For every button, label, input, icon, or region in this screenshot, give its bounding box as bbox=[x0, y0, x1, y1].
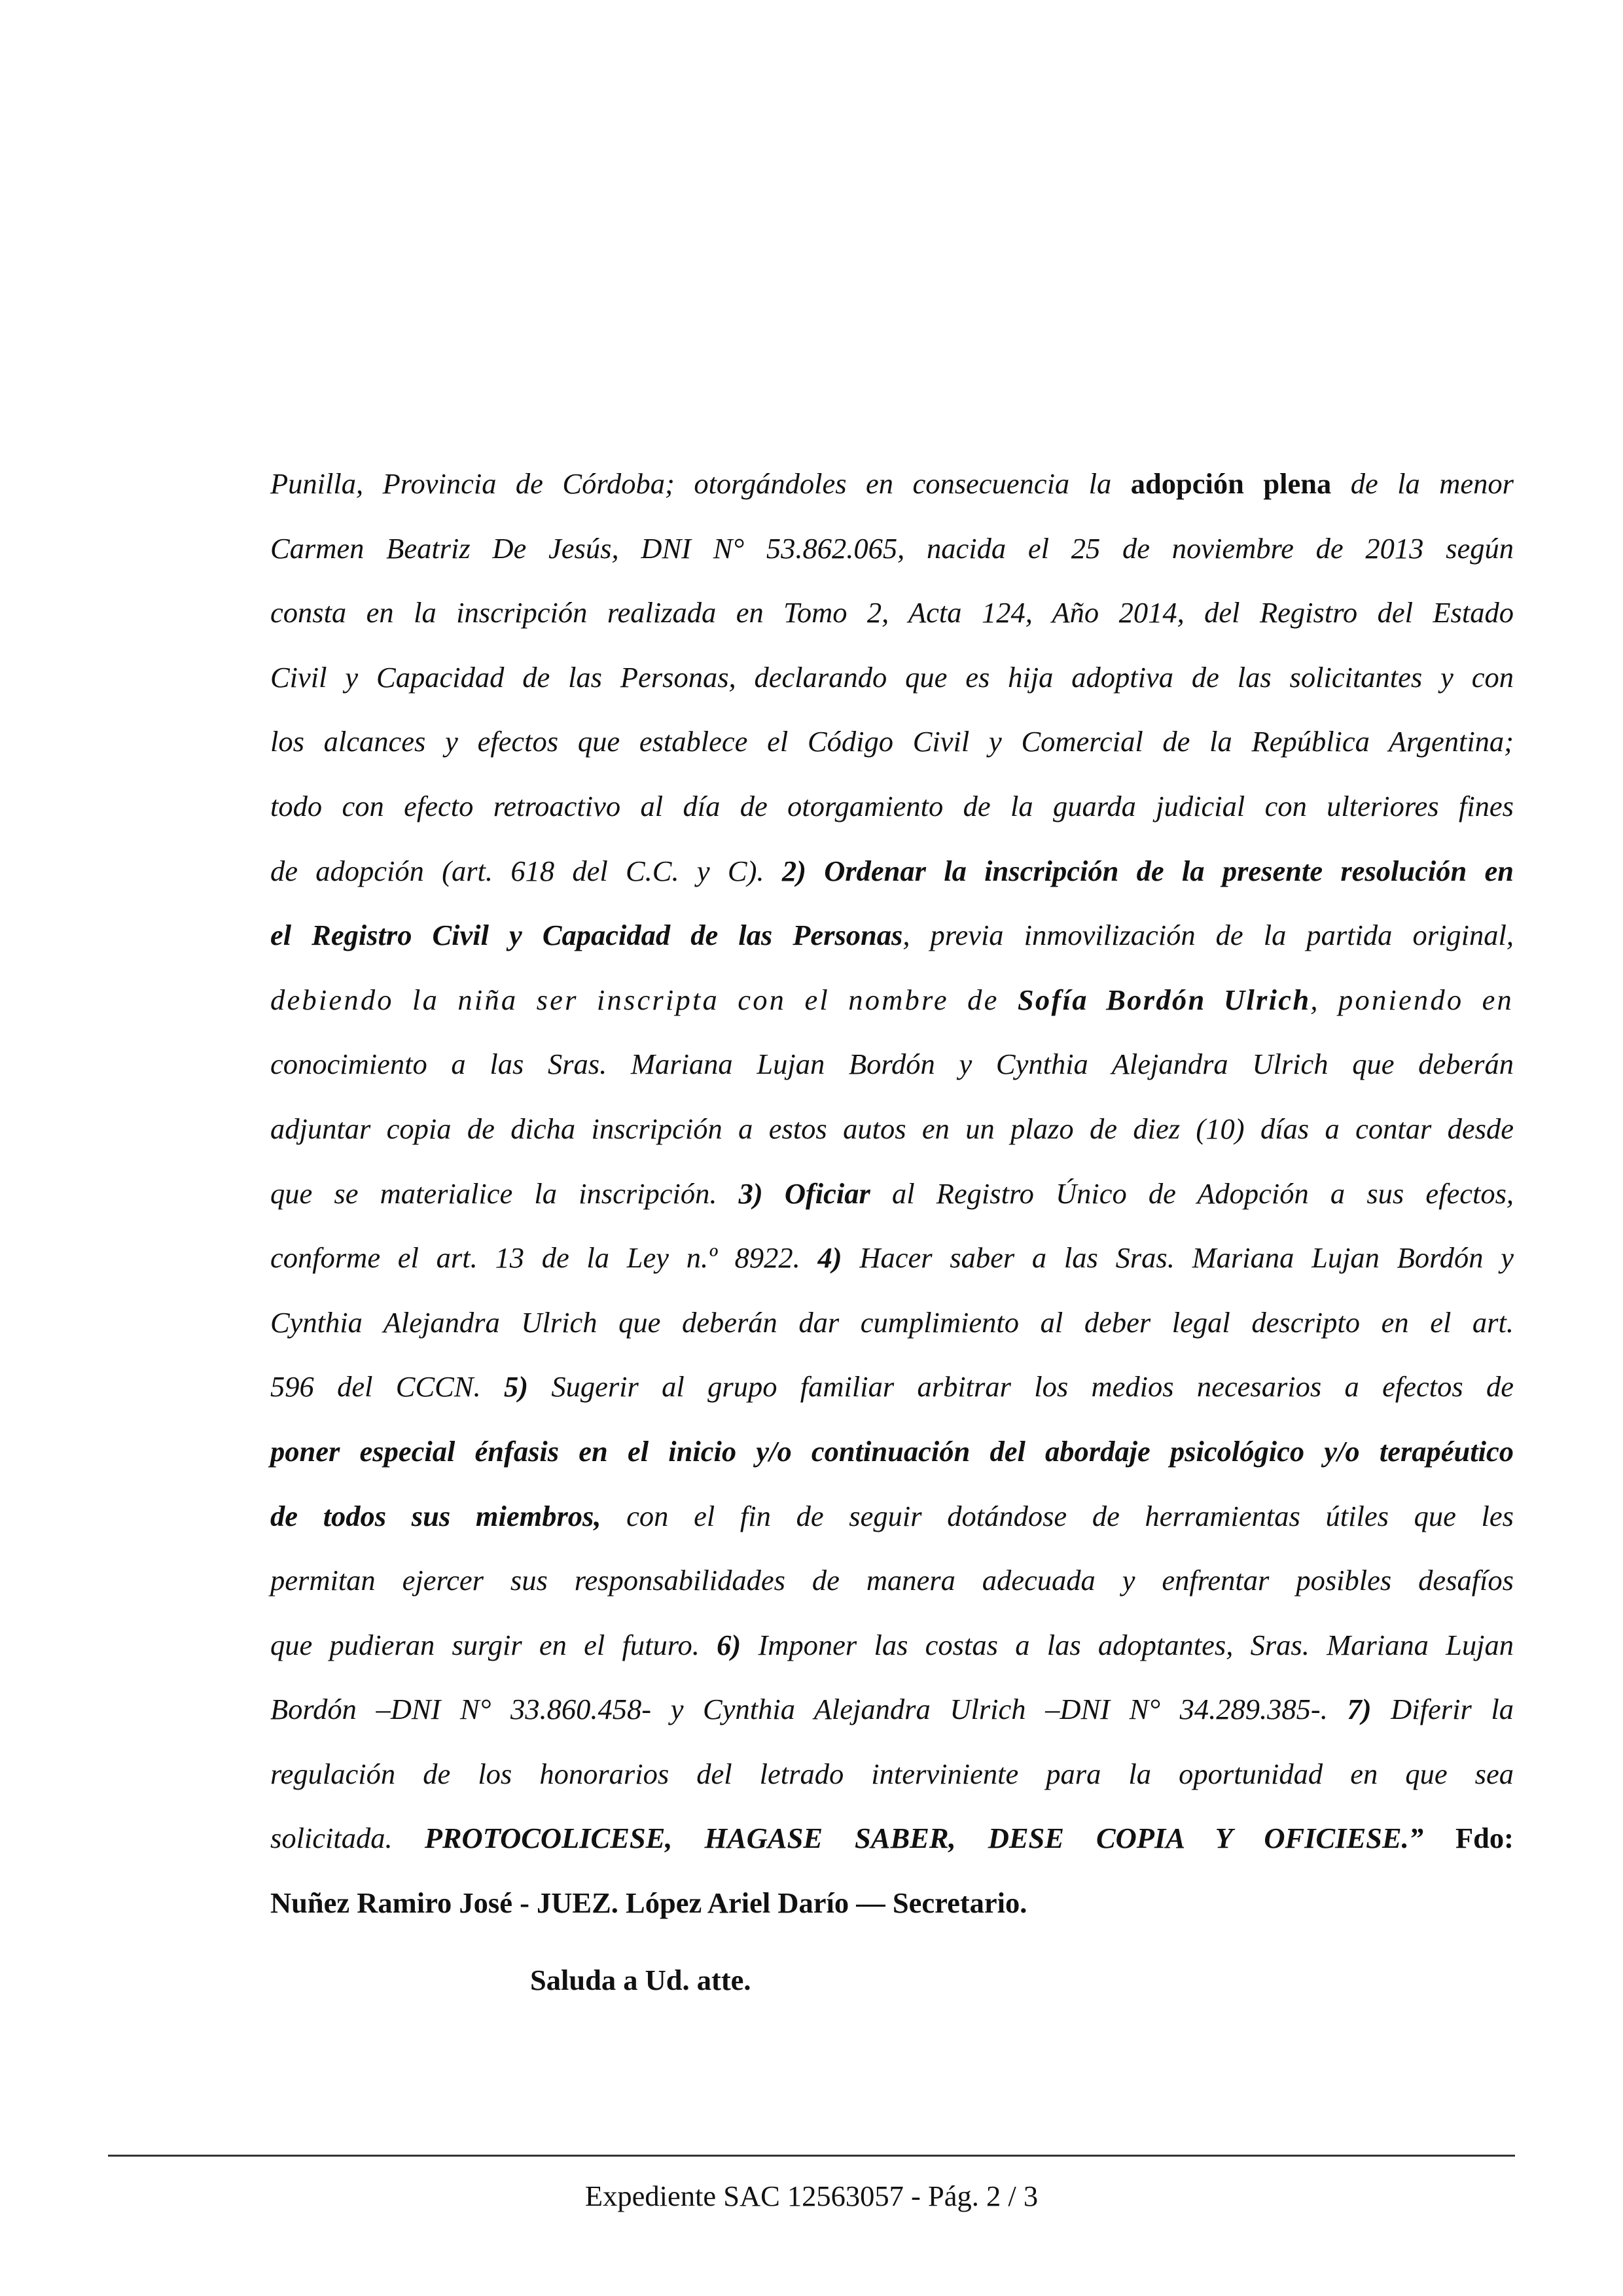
text-run: 7) bbox=[1347, 1693, 1372, 1726]
text-run: consta en la inscripción realizada en Tomo 2, Acta 124, Año 2014, del Registro del Estado bbox=[270, 596, 1514, 629]
footer-divider bbox=[108, 2155, 1515, 2157]
text-run: , poniendo en bbox=[1310, 983, 1514, 1016]
text-run: regulación de los honorarios del letrado interviniente para la oportunidad en que sea bbox=[270, 1757, 1514, 1790]
text-line bbox=[270, 968, 1514, 1033]
text-run: 596 del CCCN. bbox=[270, 1370, 504, 1404]
text-line bbox=[270, 645, 1514, 710]
text-line bbox=[270, 709, 1514, 774]
text-run: Nuñez Ramiro José - JUEZ. López Ariel Darío — Secretario. bbox=[270, 1886, 1027, 1920]
text-run: conforme el art. 13 de la Ley n.º 8922. bbox=[270, 1241, 818, 1275]
text-line bbox=[270, 903, 1514, 968]
text-run: de la menor bbox=[1331, 467, 1514, 500]
text-run: de todos sus miembros, bbox=[270, 1499, 601, 1532]
text-line bbox=[270, 1806, 1514, 1871]
text-run: Carmen Beatriz De Jesús, DNI N° 53.862.065, nacida el 25 de noviembre de 2013 según bbox=[270, 531, 1514, 565]
text-run: Fdo: bbox=[1423, 1822, 1514, 1855]
text-run: permitan ejercer sus responsabilidades de manera adecuada y enfrentar posibles desafíos bbox=[270, 1564, 1514, 1597]
text-run: Imponer las costas a las adoptantes, Sras. Mariana Lujan bbox=[741, 1628, 1514, 1661]
text-line bbox=[270, 1677, 1514, 1742]
text-run: poner especial énfasis en el inicio y/o continuación del abordaje psicológico y/o terapéutico bbox=[270, 1434, 1514, 1468]
text-line bbox=[270, 839, 1514, 904]
text-line bbox=[270, 580, 1514, 645]
text-line bbox=[270, 774, 1514, 839]
text-run: , previa inmovilización de la partida original, bbox=[902, 919, 1514, 952]
text-line bbox=[270, 516, 1514, 581]
text-run: los alcances y efectos que establece el Código Civil y Comercial de la República Argentina; bbox=[270, 725, 1514, 758]
text-run: con el fin de seguir dotándose de herramientas útiles que les bbox=[601, 1499, 1514, 1532]
text-run: 2) Ordenar la inscripción de la presente resolución en bbox=[781, 854, 1514, 887]
text-run: 4) bbox=[817, 1241, 842, 1275]
text-run: 6) bbox=[717, 1628, 741, 1661]
text-line bbox=[270, 1226, 1514, 1290]
text-run: que se materialice la inscripción. bbox=[270, 1176, 739, 1210]
text-run: Bordón –DNI N° 33.860.458- y Cynthia Alejandra Ulrich –DNI N° 34.289.385-. bbox=[270, 1693, 1347, 1726]
page-footer: Expediente SAC 12563057 - Pág. 2 / 3 bbox=[584, 2180, 1039, 2212]
text-run: Punilla, Provincia de Córdoba; otorgándoles en consecuencia la bbox=[270, 467, 1131, 500]
text-line bbox=[270, 1742, 1514, 1807]
text-run: Sugerir al grupo familiar arbitrar los medios necesarios a efectos de bbox=[528, 1370, 1514, 1404]
text-run: PROTOCOLICESE, HAGASE SABER, DESE COPIA Y OFICIESE.” bbox=[424, 1822, 1423, 1855]
closing-salutation: Saluda a Ud. atte. bbox=[530, 1964, 751, 1996]
text-line bbox=[270, 1097, 1514, 1161]
text-line bbox=[270, 1290, 1514, 1355]
text-run: 5) bbox=[503, 1370, 529, 1404]
text-run: conocimiento a las Sras. Mariana Lujan Bordón y Cynthia Alejandra Ulrich que deberán bbox=[270, 1048, 1514, 1081]
text-run: adopción plena bbox=[1130, 467, 1332, 500]
text-line bbox=[270, 1161, 1514, 1226]
text-run: Cynthia Alejandra Ulrich que deberán dar cumplimiento al deber legal descripto en el art. bbox=[270, 1305, 1514, 1339]
resolution-body-text bbox=[270, 451, 1514, 1935]
text-line bbox=[270, 1354, 1514, 1419]
text-run: debiendo la niña ser inscripta con el nombre de bbox=[270, 983, 1018, 1016]
text-run: al Registro Único de Adopción a sus efectos, bbox=[870, 1176, 1514, 1210]
text-run: Civil y Capacidad de las Personas, declarando que es hija adoptiva de las solicitantes y con bbox=[270, 660, 1514, 694]
text-run: 3) Oficiar bbox=[738, 1176, 870, 1210]
text-run: de adopción (art. 618 del C.C. y C). bbox=[270, 854, 782, 887]
text-line bbox=[270, 1419, 1514, 1484]
text-run: el Registro Civil y Capacidad de las Personas bbox=[270, 919, 903, 952]
text-run: Sofía Bordón Ulrich bbox=[1017, 983, 1311, 1016]
text-line bbox=[270, 1032, 1514, 1097]
text-run: todo con efecto retroactivo al día de otorgamiento de la guarda judicial con ulteriores fines bbox=[270, 789, 1514, 822]
text-line bbox=[270, 1613, 1514, 1678]
text-run: que pudieran surgir en el futuro. bbox=[270, 1628, 717, 1661]
text-run: Diferir la bbox=[1371, 1693, 1514, 1726]
text-run: adjuntar copia de dicha inscripción a estos autos en un plazo de diez (10) días a contar desde bbox=[270, 1112, 1514, 1145]
text-run: solicitada. bbox=[270, 1822, 425, 1855]
text-line bbox=[270, 451, 1514, 516]
text-line bbox=[270, 1484, 1514, 1549]
text-line bbox=[270, 1548, 1514, 1613]
text-line bbox=[270, 1871, 1514, 1935]
text-run: Hacer saber a las Sras. Mariana Lujan Bordón y bbox=[842, 1241, 1514, 1275]
